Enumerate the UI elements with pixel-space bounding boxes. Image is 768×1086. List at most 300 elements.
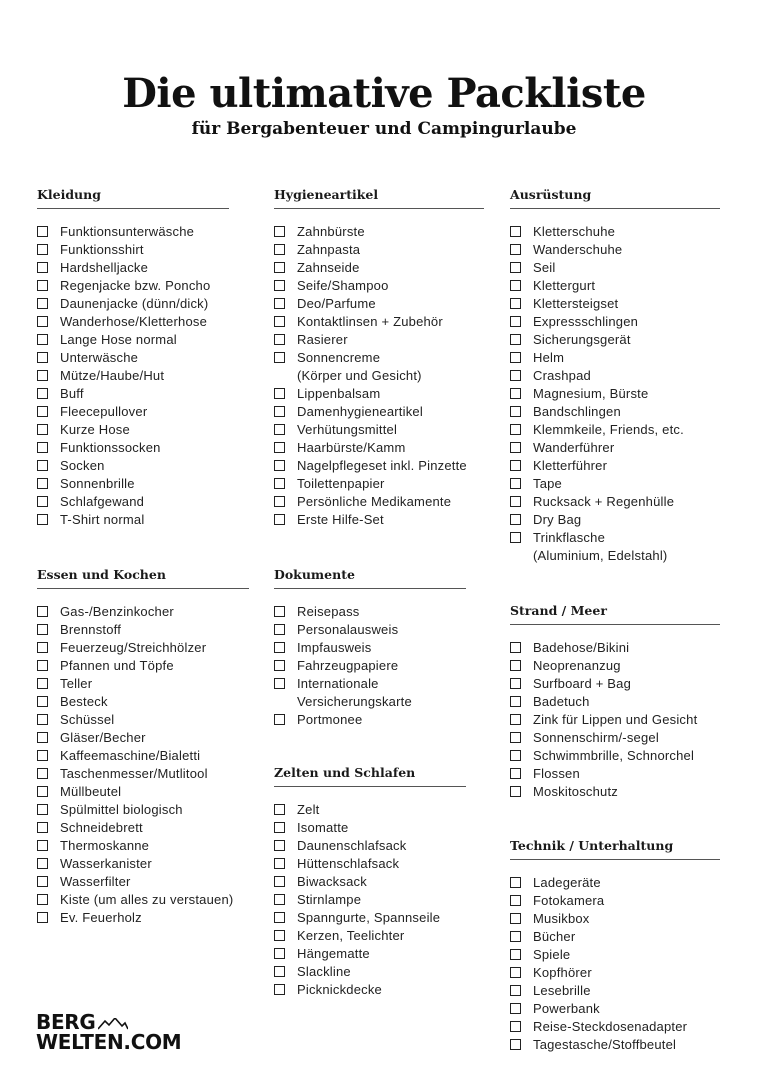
checklist-item-label: Zink für Lippen und Gesicht [533, 712, 698, 727]
checklist-item[interactable] [510, 259, 720, 277]
checkbox[interactable] [274, 460, 285, 471]
checkbox[interactable] [274, 388, 285, 399]
checklist-item[interactable] [510, 783, 720, 801]
checklist-item[interactable] [37, 819, 249, 837]
checklist-item[interactable] [510, 223, 720, 241]
checklist-item[interactable] [274, 457, 484, 475]
checkbox[interactable] [274, 352, 285, 363]
checkbox[interactable] [274, 642, 285, 653]
checklist-item[interactable] [510, 421, 720, 439]
checklist-item-label: Spiele [533, 947, 571, 962]
checkbox[interactable] [510, 424, 521, 435]
checkbox[interactable] [274, 298, 285, 309]
checkbox[interactable] [274, 804, 285, 815]
section-title: Essen und Kochen [37, 567, 249, 589]
checkbox[interactable] [274, 894, 285, 905]
checklist-item[interactable] [510, 1000, 720, 1018]
checklist-item-label: Haarbürste/Kamm [297, 440, 406, 455]
checklist-item[interactable] [510, 982, 720, 1000]
checkbox[interactable] [274, 840, 285, 851]
checkbox[interactable] [274, 948, 285, 959]
checkbox[interactable] [274, 514, 285, 525]
checklist-item-label: Fleecepullover [60, 404, 148, 419]
checklist-item[interactable] [510, 529, 720, 565]
checklist-item[interactable] [37, 349, 229, 367]
checklist-item-label: Toilettenpapier [297, 476, 385, 491]
checklist-item-label: Klettergurt [533, 278, 596, 293]
checklist-item[interactable] [37, 475, 229, 493]
checkbox[interactable] [274, 478, 285, 489]
checklist-item-label: Crashpad [533, 368, 591, 383]
checklist-item[interactable] [510, 367, 720, 385]
checklist-item[interactable] [274, 331, 484, 349]
checklist-item-label: Pfannen und Töpfe [60, 658, 174, 673]
checkbox[interactable] [510, 750, 521, 761]
checklist-item-label: Damenhygieneartikel [297, 404, 423, 419]
checklist-item[interactable] [274, 675, 466, 711]
checklist-item-label: Hüttenschlafsack [297, 856, 400, 871]
checkbox[interactable] [510, 985, 521, 996]
checklist-item-label: Isomatte [297, 820, 349, 835]
checkbox[interactable] [274, 226, 285, 237]
checklist-item[interactable] [510, 964, 720, 982]
checkbox[interactable] [37, 732, 48, 743]
checklist-item[interactable] [274, 981, 466, 999]
checkbox[interactable] [274, 930, 285, 941]
checkbox[interactable] [274, 822, 285, 833]
checklist-item[interactable] [274, 277, 484, 295]
checkbox[interactable] [37, 226, 48, 237]
checkbox[interactable] [37, 606, 48, 617]
checklist-item[interactable] [274, 313, 484, 331]
checkbox[interactable] [37, 822, 48, 833]
checklist-item[interactable] [510, 639, 720, 657]
checklist-item-label: Unterwäsche [60, 350, 139, 365]
checklist-item[interactable] [274, 873, 466, 891]
checklist-item-label: Ladegeräte [533, 875, 601, 890]
checklist-item-label: Gläser/Becher [60, 730, 146, 745]
checklist-item[interactable] [274, 475, 484, 493]
checklist-item[interactable] [510, 475, 720, 493]
checkbox[interactable] [510, 226, 521, 237]
checklist-item-label: Powerbank [533, 1001, 600, 1016]
checklist-item[interactable] [37, 639, 249, 657]
checklist-item-label: Kletterschuhe [533, 224, 616, 239]
checkbox[interactable] [510, 406, 521, 417]
checkbox[interactable] [37, 714, 48, 725]
checklist-item-label: Kurze Hose [60, 422, 130, 437]
checkbox[interactable] [274, 912, 285, 923]
checklist-item[interactable] [37, 747, 249, 765]
checklist-item-label: Rucksack + Regenhülle [533, 494, 675, 509]
checklist-item[interactable] [274, 295, 484, 313]
section-title: Kleidung [37, 187, 229, 209]
checkbox[interactable] [37, 840, 48, 851]
checkbox[interactable] [37, 298, 48, 309]
checklist-item-label: Schwimmbrille, Schnorchel [533, 748, 695, 763]
checklist-item-label: Zahnseide [297, 260, 360, 275]
checklist-item-label: Lippenbalsam [297, 386, 381, 401]
checkbox[interactable] [37, 660, 48, 671]
checkbox[interactable] [510, 931, 521, 942]
checklist-item[interactable] [37, 855, 249, 873]
checklist-item[interactable] [37, 693, 249, 711]
checkbox[interactable] [37, 750, 48, 761]
checklist-item[interactable] [510, 1018, 720, 1036]
checklist-item-label: Wasserkanister [60, 856, 152, 871]
checklist-item-label: Seil [533, 260, 556, 275]
checklist-item[interactable] [274, 421, 484, 439]
checklist-item[interactable] [37, 223, 229, 241]
checklist-item-label: Ev. Feuerholz [60, 910, 142, 925]
checkbox[interactable] [37, 858, 48, 869]
checklist-item[interactable] [510, 729, 720, 747]
checklist-item[interactable] [37, 493, 229, 511]
checkbox[interactable] [274, 262, 285, 273]
checkbox[interactable] [274, 244, 285, 255]
checklist-item[interactable] [37, 621, 249, 639]
section-technik-unterhaltung [510, 838, 720, 1054]
logo-text-line2: WELTEN.COM [36, 1030, 182, 1054]
checklist-item[interactable] [510, 711, 720, 729]
checklist-item-label: Kerzen, Teelichter [297, 928, 405, 943]
checkbox[interactable] [274, 678, 285, 689]
checklist-item[interactable] [274, 403, 484, 421]
checklist-item-label: Slackline [297, 964, 351, 979]
checkbox[interactable] [274, 660, 285, 671]
checkbox[interactable] [37, 460, 48, 471]
checkbox[interactable] [510, 352, 521, 363]
checklist-item[interactable] [37, 313, 229, 331]
checkbox[interactable] [510, 696, 521, 707]
checkbox[interactable] [37, 370, 48, 381]
checklist-item[interactable] [510, 349, 720, 367]
section-essen-und-kochen [37, 567, 249, 927]
checklist-item-label: Besteck [60, 694, 108, 709]
checklist-item[interactable] [274, 511, 484, 529]
checklist-item-label: Tagestasche/Stoffbeutel [533, 1037, 677, 1052]
checkbox[interactable] [37, 624, 48, 635]
checklist-item[interactable] [37, 421, 229, 439]
checklist-item[interactable] [510, 928, 720, 946]
checklist-item-label: Flossen [533, 766, 580, 781]
checkbox[interactable] [274, 316, 285, 327]
checkbox[interactable] [274, 280, 285, 291]
checklist-item-label: Surfboard + Bag [533, 676, 632, 691]
checkbox[interactable] [510, 642, 521, 653]
checkbox[interactable] [37, 894, 48, 905]
checkbox[interactable] [37, 642, 48, 653]
checkbox[interactable] [510, 334, 521, 345]
checklist-item[interactable] [37, 891, 249, 909]
checkbox[interactable] [510, 678, 521, 689]
checklist-item[interactable] [37, 295, 229, 313]
checklist-item[interactable] [274, 385, 484, 403]
checklist-item[interactable] [274, 711, 466, 729]
checkbox[interactable] [510, 768, 521, 779]
checklist-item[interactable] [274, 657, 466, 675]
checkbox[interactable] [510, 532, 521, 543]
checklist-item[interactable] [510, 892, 720, 910]
checklist-item-label: Bandschlingen [533, 404, 621, 419]
checklist-item[interactable] [510, 295, 720, 313]
checklist-item-label: Sonnencreme (Körper und Gesicht) [297, 350, 422, 383]
checkbox[interactable] [37, 912, 48, 923]
checklist-item[interactable] [37, 837, 249, 855]
checkbox[interactable] [37, 406, 48, 417]
checklist-item[interactable] [274, 223, 484, 241]
checklist-item-label: Feuerzeug/Streichhölzer [60, 640, 207, 655]
checklist-item[interactable] [510, 385, 720, 403]
checklist-item-label: Funktionsshirt [60, 242, 144, 257]
checklist-item[interactable] [510, 910, 720, 928]
checklist-item[interactable] [510, 657, 720, 675]
checklist-item[interactable] [274, 603, 466, 621]
checklist-item-label: Lesebrille [533, 983, 591, 998]
checkbox[interactable] [510, 1021, 521, 1032]
checklist-item[interactable] [510, 946, 720, 964]
checkbox[interactable] [510, 514, 521, 525]
checklist-item[interactable] [510, 747, 720, 765]
checklist-item-label: Schüssel [60, 712, 115, 727]
checklist-item-label: Expressschlingen [533, 314, 639, 329]
checklist-item[interactable] [37, 783, 249, 801]
checklist-item-label: Stirnlampe [297, 892, 362, 907]
checkbox[interactable] [510, 442, 521, 453]
checklist-item[interactable] [510, 693, 720, 711]
checklist-item-label: Trinkflasche (Aluminium, Edelstahl) [533, 530, 668, 563]
checklist-item-label: Zahnpasta [297, 242, 361, 257]
checkbox[interactable] [37, 478, 48, 489]
checkbox[interactable] [510, 460, 521, 471]
checklist-item[interactable] [37, 367, 229, 385]
checklist-item[interactable] [37, 385, 229, 403]
checklist-item-label: Reisepass [297, 604, 360, 619]
checklist-item-label: Socken [60, 458, 105, 473]
checklist-item[interactable] [37, 403, 229, 421]
checklist-item-label: Buff [60, 386, 84, 401]
checkbox[interactable] [37, 804, 48, 815]
checkbox[interactable] [510, 262, 521, 273]
checklist-item[interactable] [37, 603, 249, 621]
checklist-item-label: Lange Hose normal [60, 332, 177, 347]
checklist-item[interactable] [510, 493, 720, 511]
checklist-item-label: Kopfhörer [533, 965, 592, 980]
checklist-item[interactable] [510, 331, 720, 349]
checkbox[interactable] [510, 388, 521, 399]
checkbox[interactable] [510, 244, 521, 255]
checkbox[interactable] [37, 352, 48, 363]
checklist-item-label: Dry Bag [533, 512, 582, 527]
checklist-item[interactable] [37, 675, 249, 693]
checklist-item[interactable] [37, 801, 249, 819]
checklist-item[interactable] [510, 457, 720, 475]
checklist-item[interactable] [274, 801, 466, 819]
checklist-item-label: Wanderführer [533, 440, 615, 455]
checkbox[interactable] [37, 280, 48, 291]
checklist-item[interactable] [274, 259, 484, 277]
checkbox[interactable] [37, 696, 48, 707]
checklist-item[interactable] [274, 439, 484, 457]
checklist-item[interactable] [510, 403, 720, 421]
checkbox[interactable] [37, 768, 48, 779]
checkbox[interactable] [37, 388, 48, 399]
checklist-item-label: Impfausweis [297, 640, 372, 655]
checklist-item[interactable] [274, 927, 466, 945]
checklist-item[interactable] [274, 639, 466, 657]
checkbox[interactable] [510, 1039, 521, 1050]
checklist-item-label: Musikbox [533, 911, 590, 926]
checklist-item-label: Teller [60, 676, 93, 691]
section-strand-meer [510, 603, 720, 801]
checklist-item-label: Daunenjacke (dünn/dick) [60, 296, 209, 311]
checklist-item[interactable] [510, 675, 720, 693]
section-ausruestung [510, 187, 720, 565]
checklist-item-label: Fahrzeugpapiere [297, 658, 399, 673]
checkbox[interactable] [37, 876, 48, 887]
checklist-item[interactable] [37, 259, 229, 277]
page-subtitle: für Bergabenteuer und Campingurlaube [191, 119, 577, 139]
checklist-item[interactable] [510, 511, 720, 529]
checkbox[interactable] [37, 424, 48, 435]
checklist-item-label: Portmonee [297, 712, 363, 727]
checkbox[interactable] [37, 442, 48, 453]
section-kleidung [37, 187, 229, 529]
checklist-item[interactable] [274, 621, 466, 639]
checklist-item-label: Reise-Steckdosenadapter [533, 1019, 688, 1034]
checklist-item[interactable] [274, 891, 466, 909]
checklist-item[interactable] [274, 819, 466, 837]
checkbox[interactable] [37, 244, 48, 255]
checklist-item[interactable] [274, 241, 484, 259]
checkbox[interactable] [510, 370, 521, 381]
page-title: Die ultimative Packliste [122, 70, 646, 117]
checkbox[interactable] [510, 298, 521, 309]
checklist-item[interactable] [274, 837, 466, 855]
checklist-item-label: Spanngurte, Spannseile [297, 910, 441, 925]
checkbox[interactable] [510, 496, 521, 507]
checklist-item-label: Internationale Versicherungskarte [297, 676, 412, 709]
section-title: Technik / Unterhaltung [510, 838, 720, 860]
checklist-item[interactable] [274, 945, 466, 963]
checklist-item[interactable] [510, 765, 720, 783]
checklist-item-label: Sonnenschirm/-segel [533, 730, 659, 745]
checklist-item-label: Wasserfilter [60, 874, 131, 889]
checklist-item[interactable] [510, 313, 720, 331]
checklist-item-label: Regenjacke bzw. Poncho [60, 278, 211, 293]
checkbox[interactable] [37, 334, 48, 345]
checklist-item-label: Kletterführer [533, 458, 608, 473]
checkbox[interactable] [274, 606, 285, 617]
checklist-item[interactable] [274, 855, 466, 873]
checklist-item-label: Kaffeemaschine/Bialetti [60, 748, 201, 763]
checkbox[interactable] [274, 424, 285, 435]
checkbox[interactable] [274, 966, 285, 977]
checkbox[interactable] [37, 496, 48, 507]
checklist-item[interactable] [37, 909, 249, 927]
checklist-item[interactable] [510, 241, 720, 259]
section-title: Ausrüstung [510, 187, 720, 209]
checkbox[interactable] [37, 514, 48, 525]
checklist-item[interactable] [510, 439, 720, 457]
checklist-item[interactable] [510, 874, 720, 892]
checklist-item[interactable] [510, 1036, 720, 1054]
checkbox[interactable] [274, 496, 285, 507]
checklist-item-label: Magnesium, Bürste [533, 386, 649, 401]
checkbox[interactable] [510, 478, 521, 489]
checkbox[interactable] [274, 624, 285, 635]
checkbox[interactable] [510, 280, 521, 291]
checklist-item-label: Schneidebrett [60, 820, 143, 835]
checklist-item-label: Sonnenbrille [60, 476, 135, 491]
checklist-item-label: Nagelpflegeset inkl. Pinzette [297, 458, 467, 473]
checklist-item[interactable] [37, 765, 249, 783]
checklist-item[interactable] [37, 729, 249, 747]
checkbox[interactable] [274, 714, 285, 725]
checkbox[interactable] [37, 316, 48, 327]
checkbox[interactable] [274, 876, 285, 887]
checklist-item[interactable] [37, 331, 229, 349]
checklist-item[interactable] [274, 349, 484, 385]
checklist-item[interactable] [37, 277, 229, 295]
checklist-item[interactable] [37, 873, 249, 891]
checkbox[interactable] [510, 895, 521, 906]
checklist-item[interactable] [37, 439, 229, 457]
checkbox[interactable] [510, 714, 521, 725]
section-hygieneartikel [274, 187, 484, 529]
checklist-item[interactable] [37, 657, 249, 675]
checkbox[interactable] [510, 967, 521, 978]
checklist-item-label: Verhütungsmittel [297, 422, 398, 437]
logo-text-line1: BERG [36, 1010, 96, 1034]
checkbox[interactable] [37, 786, 48, 797]
bergwelten-logo[interactable] [36, 1012, 181, 1052]
checkbox[interactable] [510, 732, 521, 743]
checkbox[interactable] [510, 1003, 521, 1014]
checkbox[interactable] [510, 660, 521, 671]
checklist-item[interactable] [274, 909, 466, 927]
checkbox[interactable] [510, 913, 521, 924]
checklist-item[interactable] [274, 493, 484, 511]
checkbox[interactable] [274, 406, 285, 417]
checklist-item-label: Seife/Shampoo [297, 278, 389, 293]
checklist-item[interactable] [510, 277, 720, 295]
checkbox[interactable] [510, 316, 521, 327]
section-title: Zelten und Schlafen [274, 765, 466, 787]
checkbox[interactable] [37, 678, 48, 689]
checklist-item-label: Sicherungsgerät [533, 332, 631, 347]
checkbox[interactable] [510, 877, 521, 888]
checklist-item-label: Wanderschuhe [533, 242, 623, 257]
checklist-item-label: Gas-/Benzinkocher [60, 604, 174, 619]
checklist-item-label: Neoprenanzug [533, 658, 621, 673]
checkbox[interactable] [274, 984, 285, 995]
checklist-item[interactable] [274, 963, 466, 981]
checkbox[interactable] [510, 949, 521, 960]
checkbox[interactable] [274, 858, 285, 869]
checklist-item[interactable] [37, 711, 249, 729]
checkbox[interactable] [510, 786, 521, 797]
checkbox[interactable] [274, 334, 285, 345]
checkbox[interactable] [37, 262, 48, 273]
checklist-item[interactable] [37, 511, 229, 529]
checkbox[interactable] [274, 442, 285, 453]
checklist-item-label: Biwacksack [297, 874, 367, 889]
checklist-item-label: Zahnbürste [297, 224, 365, 239]
checklist-item[interactable] [37, 241, 229, 259]
checklist-item-label: Badetuch [533, 694, 590, 709]
checklist-item[interactable] [37, 457, 229, 475]
